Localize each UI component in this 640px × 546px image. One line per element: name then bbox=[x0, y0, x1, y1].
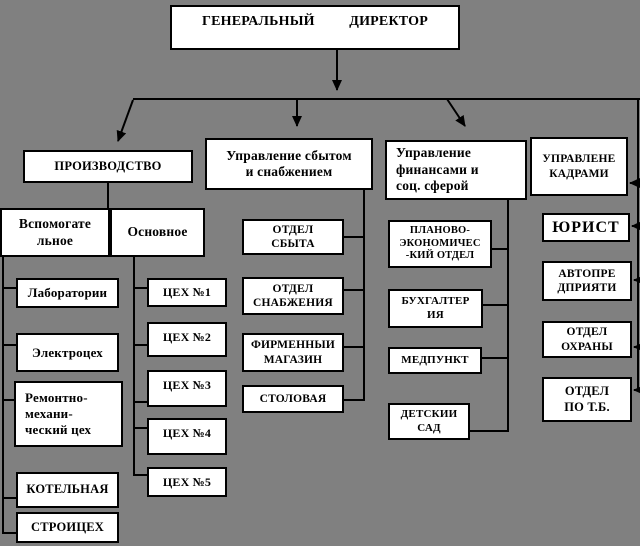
node-osnovnoe: Основное bbox=[110, 208, 205, 257]
node-medpunkt: МЕДПУНКТ bbox=[388, 347, 482, 374]
node-tsekh-5: ЦЕХ №5 bbox=[147, 467, 227, 497]
node-firmenny-magazin: ФИРМЕННЫИ МАГАЗИН bbox=[242, 333, 344, 372]
node-bukhgalteriya: БУХГАЛТЕР ИЯ bbox=[388, 289, 483, 328]
node-otdel-sbyta: ОТДЕЛ СБЫТА bbox=[242, 219, 344, 255]
node-stolovaya: СТОЛОВАЯ bbox=[242, 385, 344, 413]
node-detsky-sad: ДЕТСКИИ САД bbox=[388, 403, 470, 440]
node-stroitsekh: СТРОИЦЕХ bbox=[16, 512, 119, 543]
node-elektrotsekh: Электроцех bbox=[16, 333, 119, 372]
node-otdel-okhrany: ОТДЕЛ ОХРАНЫ bbox=[542, 321, 632, 358]
node-general-director: ГЕНЕРАЛЬНЫЙ ДИРЕКТОР bbox=[170, 5, 460, 50]
node-otdel-snabzheniya: ОТДЕЛ СНАБЖЕНИЯ bbox=[242, 277, 344, 315]
node-planovo-ekonomicheskiy-otdel: ПЛАНОВО- ЭКОНОМИЧЕС -КИЙ ОТДЕЛ bbox=[388, 220, 492, 268]
node-tsekh-2: ЦЕХ №2 bbox=[147, 322, 227, 357]
node-tsekh-3: ЦЕХ №3 bbox=[147, 370, 227, 407]
node-upravlenie-sbytom: Управление сбытом и снабжением bbox=[205, 138, 373, 190]
node-proizvodstvo: ПРОИЗВОДСТВО bbox=[23, 150, 193, 183]
sales-branch-connectors bbox=[343, 190, 364, 401]
node-kotelnaya: КОТЕЛЬНАЯ bbox=[16, 472, 119, 508]
node-upravlenie-kadrami: УПРАВЛЕНЕ КАДРАМИ bbox=[530, 137, 628, 196]
node-vspomogatelnoe: Вспомогате льное bbox=[0, 208, 110, 257]
node-remontno-mekhanicheskiy-tsekh: Ремонтно- механи- ческий цех bbox=[14, 381, 123, 447]
node-yurist: ЮРИСТ bbox=[542, 213, 630, 242]
node-upravlenie-finansami: Управление финансами и соц. сферой bbox=[385, 140, 527, 200]
arrow-to-upr-fin bbox=[447, 99, 465, 126]
node-avtopredpriyatie: АВТОПРЕ ДПРИЯТИ bbox=[542, 261, 632, 301]
director-branch-connectors bbox=[118, 50, 640, 141]
node-laboratorii: Лаборатории bbox=[16, 278, 119, 308]
arrow-to-proizvodstvo bbox=[118, 100, 133, 141]
node-tsekh-4: ЦЕХ №4 bbox=[147, 418, 227, 455]
node-otdel-po-tb: ОТДЕЛ ПО Т.Б. bbox=[542, 377, 632, 422]
node-tsekh-1: ЦЕХ №1 bbox=[147, 278, 227, 307]
